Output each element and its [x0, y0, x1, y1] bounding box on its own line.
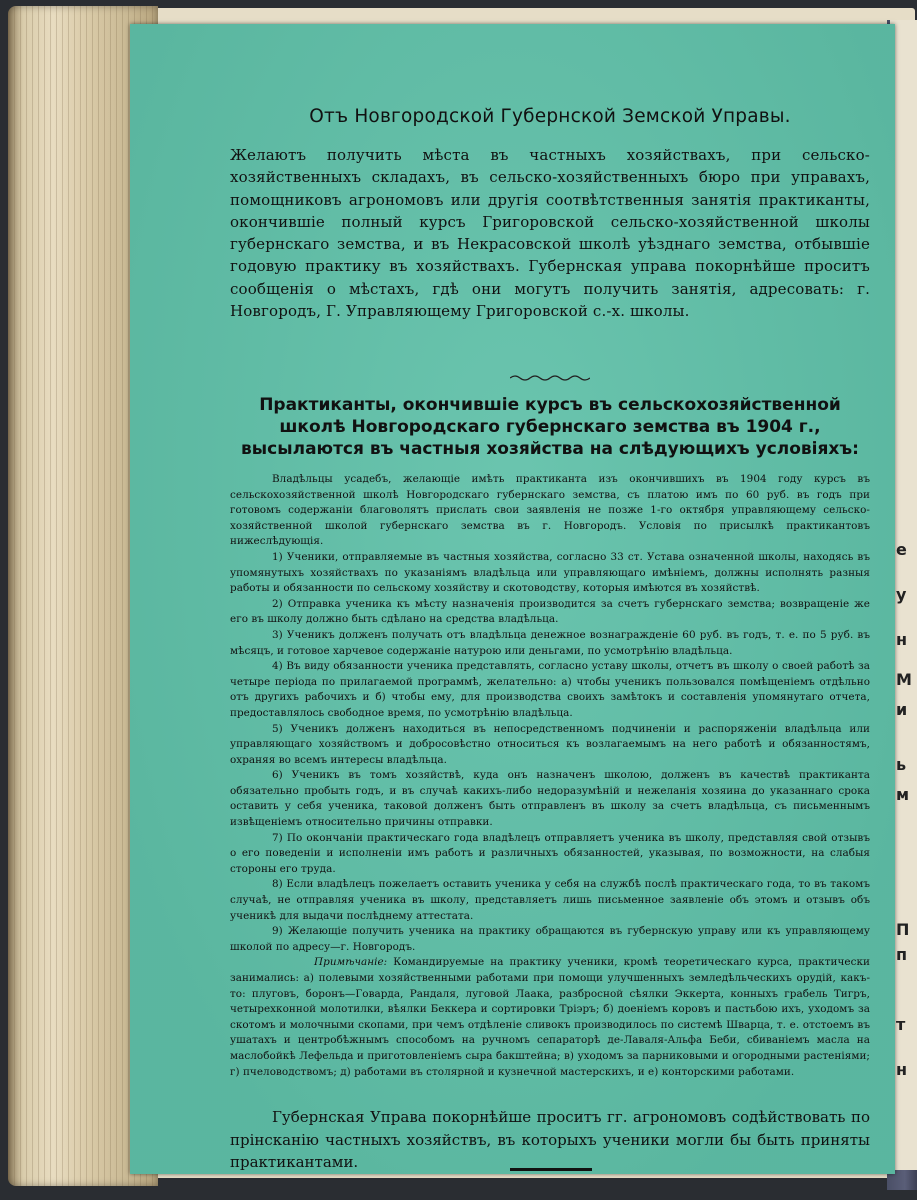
- condition-item: 7) По окончаніи практическаго года владѣлецъ отправляетъ ученика въ школу, представляя свой отзывъ о его поведеніи и исполненіи имъ работъ и различныхъ обязанностей, указывая, по возможности, на слабыя стороны его труда.: [230, 831, 870, 875]
- fragment-char: у: [896, 585, 907, 604]
- section-heading: Практиканты, окончившіе курсъ въ сельскохозяйственной школѣ Новгородскаго губернскаго земства въ 1904 г., высылаются въ частныя хозяйства на слѣдующихъ условіяхъ:: [241, 395, 859, 459]
- fragment-char: и: [896, 700, 908, 719]
- condition-item: 3) Ученикъ долженъ получать отъ владѣльца денежное вознагражденіе 60 руб. въ годъ, т. е. по 5 руб. въ мѣсяцъ, и готовое харчевое содержаніе натурою или деньгами, по усмотрѣнію владѣльца.: [230, 628, 870, 657]
- preamble-paragraph: Владѣльцы усадебъ, желающіе имѣть практиканта изъ окончившихъ въ 1904 году курсъ въ сельскохозяйственной школѣ Новгородскаго губернскаго земства, съ платою имъ по 60 руб. въ годъ при готовомъ содержаніи благоволятъ прислать свои заявленія не позже 1-го октября управляющему сельско-хозяйственной школой губернскаго земства въ г. Новгородъ. Условія по присылкѣ практикантовъ нижеслѣдующія.: [230, 473, 870, 548]
- closing-paragraph: Губернская Управа покорнѣйше проситъ гг. агрономовъ содѣйствовать по прінсканію частныхъ хозяйствъ, въ которыхъ ученики могли бы быть приняты практикантами.: [230, 1108, 870, 1171]
- fragment-char: М: [896, 670, 912, 689]
- condition-item: 1) Ученики, отправляемые въ частныя хозяйства, согласно 33 ст. Устава означенной школы, находясь въ упомянутыхъ хозяйствахъ по указаніямъ владѣльца или управляющаго имѣніемъ, должны исполнять разныя работы и обязанности по сельскому хозяйству и скотоводству, которыя имѣются въ хозяйствѣ.: [230, 550, 870, 595]
- note-text: Командируемые на практику ученики, кромѣ теоретическаго курса, практически занимались: а) полевыми хозяйственными работами при помощи улучшенныхъ земледѣльческихъ орудій, какъ-то: плуговъ, боронъ—Говарда, Рандаля, луговой Лаака, разбросной сѣялки Эккерта, конныхъ грабель Тигръ, четырехконной молотилки, вѣялки Беккера и сортировки Тріэръ; б) доеніемъ коровъ и пастьбою ихъ, уходомъ за скотомъ и молочными скопами, при чемъ отдѣленіе сливокъ производилось по системѣ Шварца, т. е. отстоемъ въ ушатахъ и центробѣжнымъ способомъ на ручномъ сепараторѣ де-Лаваля-Альфа Беби, сбиваніемъ масла на маслобойкѣ Лефельда и приготовленіемъ сыра бакштейна; в) уходомъ за парниковыми и огородными растеніями; г) пчеловодствомъ; д) работами въ столярной и кузнечной мастерскихъ, и е) конторскими работами.: [230, 956, 870, 1078]
- closing-rule: [510, 1168, 592, 1171]
- conditions-body: [230, 472, 870, 1080]
- green-leaflet: [130, 24, 895, 1174]
- fragment-char: е: [896, 540, 907, 559]
- condition-item: 2) Отправка ученика къ мѣсту назначенія производится за счетъ губернскаго земства; возвращеніе же его въ школу должно быть сдѣлано на средства владѣльца.: [230, 597, 870, 626]
- note-paragraph: [230, 955, 870, 1080]
- condition-item: 4) Въ виду обязанности ученика представлять, согласно уставу школы, отчетъ въ школу о своей работѣ за четыре періода по прилагаемой программѣ, желательно: а) чтобы ученикъ пользовался помѣщеніемъ отдѣльно отъ другихъ рабочихъ и б) чтобы ему, для производства своихъ замѣтокъ и составленія упомянутаго отчета, предоставлялось свободное время, по усмотрѣнію владѣльца.: [230, 660, 870, 719]
- fragment-char: п: [896, 945, 908, 964]
- fragment-char: м: [896, 785, 910, 804]
- condition-item: 6) Ученикъ въ томъ хозяйствѣ, куда онъ назначенъ школою, долженъ въ качествѣ практиканта обязательно пробыть годъ, и въ случаѣ какихъ-либо недоразумѣній и нежеланія хозяина до указаннаго срока оставить у себя ученика, таковой долженъ быть отправленъ въ школу за счетъ владѣльца, съ письменнымъ извѣщеніемъ относительно причины отправки.: [230, 769, 870, 829]
- fragment-char: н: [896, 630, 908, 649]
- fragment-char: т: [896, 1015, 906, 1034]
- wavy-divider: [510, 374, 590, 382]
- intro-paragraph: Желаютъ получить мѣста въ частныхъ хозяйствахъ, при сельско-хозяйственныхъ складахъ, въ сельско-хозяйственныхъ бюро при управахъ, помощниковъ агрономовъ или другія соотвѣтственныя занятія практиканты, окончившіе полный курсъ Григоровской сельско-хозяйственной школы губернскаго земства, и въ Некрасовской школѣ уѣзднаго земства, отбывшіе годовую практику въ хозяйствахъ. Губернская управа покорнѣйше проситъ сообщенія о мѣстахъ, гдѣ они могутъ получить занятія, адресовать: г. Новгородъ, Г. Управляющему Григоровской с.-х. школы.: [230, 146, 870, 321]
- fragment-char: П: [896, 920, 910, 939]
- condition-item: 5) Ученикъ долженъ находиться въ непосредственномъ подчиненіи и распоряженіи владѣльца или управляющаго хозяйствомъ и добросовѣстно относиться къ возлагаемымъ на него работѣ и обязанностямъ, охраняя во всемъ интересы владѣльца.: [230, 722, 870, 766]
- condition-item: 8) Если владѣлецъ пожелаетъ оставить ученика у себя на службѣ послѣ практическаго года, то въ такомъ случаѣ, не отправляя ученика въ школу, представляетъ лишь письменное заявленіе объ этомъ и отзывъ объ ученикѣ для выдачи послѣднему аттестата.: [230, 878, 870, 922]
- document-title: Отъ Новгородской Губернской Земской Управы.: [309, 106, 791, 127]
- fragment-char: н: [896, 1060, 908, 1079]
- fragment-char: ь: [896, 755, 907, 774]
- note-label: Примѣчаніе:: [314, 956, 388, 969]
- condition-item: 9) Желающіе получить ученика на практику обращаются въ губернскую управу или къ управляющему школой по адресу—г. Новгородъ.: [230, 925, 870, 953]
